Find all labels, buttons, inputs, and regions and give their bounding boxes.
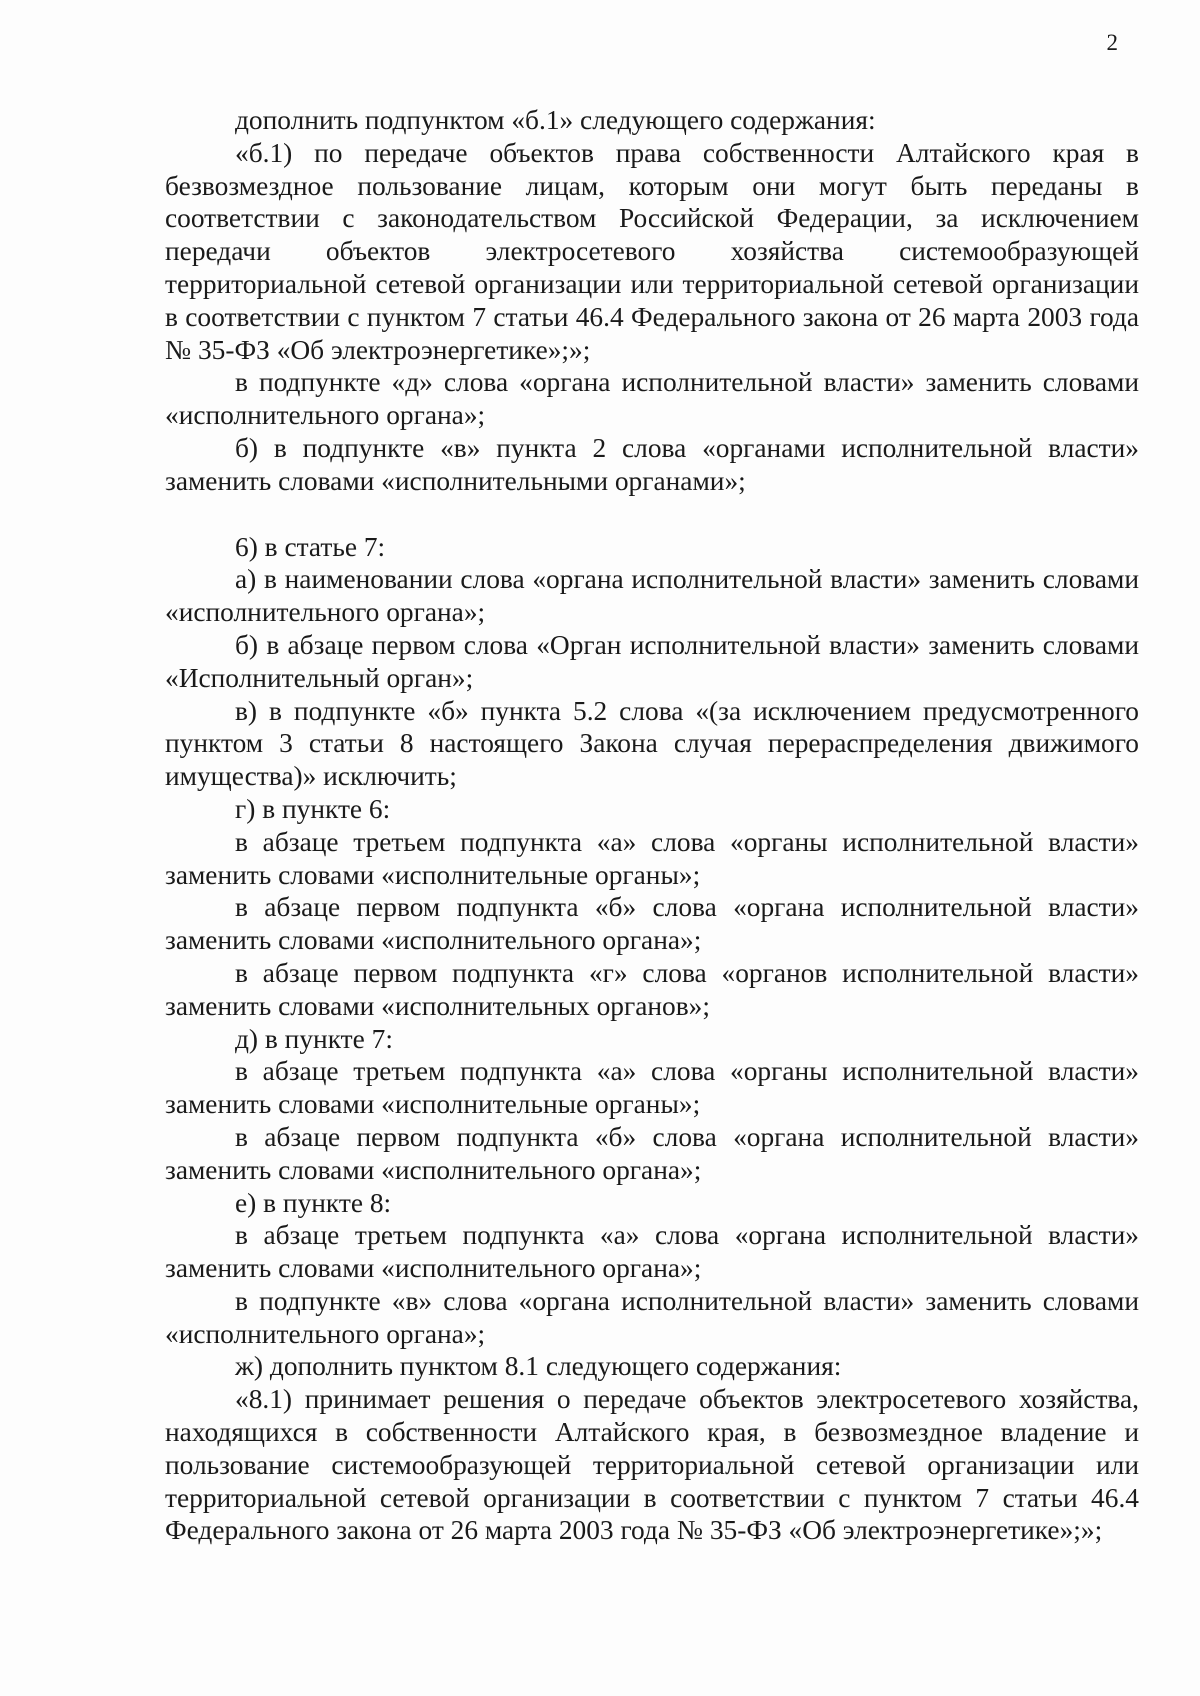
paragraph: д) в пункте 7: (235, 1023, 393, 1054)
paragraph: в абзаце первом подпункта «б» слова «органа исполнительной власти» заменить словами «исполнительного органа»; (165, 1121, 1139, 1185)
paragraph: б) в абзаце первом слова «Орган исполнительной власти» заменить словами «Исполнительный орган»; (165, 629, 1139, 693)
paragraph: в абзаце третьем подпункта «а» слова «органы исполнительной власти» заменить словами «исполнительные органы»; (165, 1056, 1139, 1120)
paragraph: в) в подпункте «б» пункта 5.2 слова «(за исключением предусмотренного пунктом 3 статьи 8 настоящего Закона случая перераспределения движимого имущества)» исключить; (165, 695, 1139, 792)
page-number: 2 (1106, 30, 1118, 55)
paragraph: в абзаце третьем подпункта «а» слова «органы исполнительной власти» заменить словами «исполнительные органы»; (165, 826, 1139, 890)
paragraph: 6) в статье 7: (235, 531, 386, 562)
paragraph: в абзаце третьем подпункта «а» слова «органа исполнительной власти» заменить словами «исполнительного органа»; (165, 1220, 1139, 1284)
paragraph: «8.1) принимает решения о передаче объектов электросетевого хозяйства, находящихся в собственности Алтайского края, в безвозмездное владение и пользование системообразующей территориальной сетевой организации или территориальной сетевой организации в соответствии с пунктом 7 статьи 46.4 Федерального закона от 26 марта 2003 года № 35-ФЗ «Об электроэнергетике»;»; (165, 1384, 1139, 1546)
paragraph: ж) дополнить пунктом 8.1 следующего содержания: (235, 1351, 842, 1382)
paragraph: в абзаце первом подпункта «г» слова «органов исполнительной власти» заменить словами «исполнительных органов»; (165, 957, 1139, 1021)
paragraph: а) в наименовании слова «органа исполнительной власти» заменить словами «исполнительного органа»; (165, 564, 1139, 628)
paragraph: дополнить подпунктом «б.1» следующего содержания: (235, 105, 876, 135)
paragraph: «б.1) по передаче объектов права собственности Алтайского края в безвозмездное пользование лицам, которым они могут быть переданы в соответствии с законодательством Российской Федерации, за исключением передачи объектов электросетевого хозяйства системообразующей территориальной сетевой организации или территориальной сетевой организации в соответствии с пунктом 7 статьи 46.4 Федерального закона от 26 марта 2003 года № 35-ФЗ «Об электроэнергетике»;»; (165, 137, 1139, 365)
paragraph: б) в подпункте «в» пункта 2 слова «органами исполнительной власти» заменить словами «исполнительными органами»; (165, 432, 1139, 496)
paragraph: г) в пункте 6: (235, 793, 391, 824)
paragraph: е) в пункте 8: (235, 1187, 392, 1218)
paragraph: в подпункте «в» слова «органа исполнительной власти» заменить словами «исполнительного органа»; (165, 1285, 1139, 1349)
paragraph: в подпункте «д» слова «органа исполнительной власти» заменить словами «исполнительного органа»; (165, 367, 1139, 431)
document-body (165, 104, 1139, 1547)
paragraph: в абзаце первом подпункта «б» слова «органа исполнительной власти» заменить словами «исполнительного органа»; (165, 892, 1139, 956)
